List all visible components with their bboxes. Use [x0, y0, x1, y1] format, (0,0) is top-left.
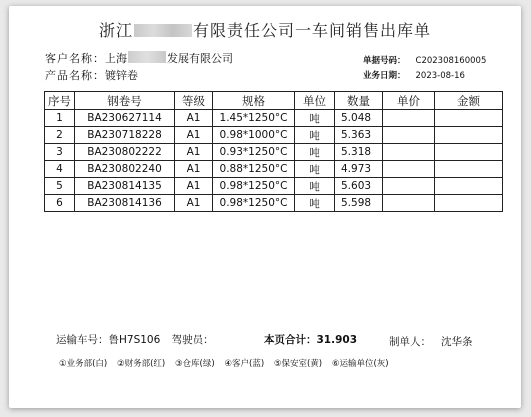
customer-line: [45, 50, 233, 66]
price-cell: [383, 144, 435, 161]
column-header: 数量: [335, 92, 383, 110]
unit-cell: 吨: [295, 161, 335, 178]
product-value: 镀锌卷: [105, 69, 138, 82]
amount-cell: [435, 144, 503, 161]
price-cell: [383, 110, 435, 127]
spec-cell: 1.45*1250°C: [213, 110, 295, 127]
title-suffix: 有限责任公司一车间销售出库单: [193, 21, 432, 38]
document-number: C202308160005: [415, 56, 487, 66]
business-date-label: 业务日期：: [363, 71, 406, 81]
amount-cell: [435, 178, 503, 195]
copy-item: ③仓库(绿): [174, 359, 215, 369]
page-total: [264, 332, 357, 347]
spec-cell: 0.93*1250°C: [213, 144, 295, 161]
quantity-cell: 5.048: [335, 110, 383, 127]
product-line: [45, 67, 138, 83]
spec-cell: 0.98*1250°C: [213, 178, 295, 195]
table-header-row: [45, 92, 503, 110]
spec-cell: 0.88*1250°C: [213, 161, 295, 178]
grade-cell: A1: [175, 110, 213, 127]
table-row: [45, 144, 503, 161]
table-row: [45, 178, 503, 195]
copy-item: ④客户(蓝): [224, 359, 265, 369]
quantity-cell: 5.318: [335, 144, 383, 161]
column-header: 钢卷号: [75, 92, 175, 110]
copy-item: ⑥运输单位(灰): [331, 359, 389, 369]
grade-cell: A1: [175, 127, 213, 144]
price-cell: [383, 127, 435, 144]
maker-name: 沈华条: [441, 336, 473, 348]
unit-cell: 吨: [295, 195, 335, 212]
customer-name-prefix: 上海: [105, 52, 127, 65]
unit-cell: 吨: [295, 144, 335, 161]
delivery-slip: [9, 6, 521, 408]
column-header: 序号: [45, 92, 75, 110]
maker-line: [389, 334, 473, 349]
copy-item: ②财务部(红): [116, 359, 166, 369]
coil-number-cell: BA230802240: [75, 161, 175, 178]
page-total-value: 31.903: [316, 334, 358, 346]
customer-name-suffix: 发展有限公司: [167, 52, 233, 65]
price-cell: [383, 178, 435, 195]
amount-cell: [435, 161, 503, 178]
unit-cell: 吨: [295, 178, 335, 195]
copy-distribution: [59, 357, 396, 369]
items-table: [44, 91, 503, 212]
table-row: [45, 110, 503, 127]
seq-cell: 6: [45, 195, 75, 212]
column-header: 等级: [175, 92, 213, 110]
copy-item: ①业务部(白): [59, 359, 108, 369]
spec-cell: 0.98*1250°C: [213, 195, 295, 212]
coil-number-cell: BA230718228: [75, 127, 175, 144]
product-label: 产品名称：: [45, 69, 105, 82]
business-date-line: [363, 69, 465, 81]
amount-cell: [435, 110, 503, 127]
grade-cell: A1: [175, 144, 213, 161]
grade-cell: A1: [175, 195, 213, 212]
table-row: [45, 127, 503, 144]
column-header: 单位: [295, 92, 335, 110]
slip-title: [9, 18, 521, 38]
business-date: 2023-08-16: [415, 71, 465, 81]
column-header: 金额: [435, 92, 503, 110]
column-header: 规格: [213, 92, 295, 110]
grade-cell: A1: [175, 161, 213, 178]
redacted-customer-name: [128, 51, 166, 63]
coil-number-cell: BA230627114: [75, 110, 175, 127]
amount-cell: [435, 195, 503, 212]
copy-item: ⑤保安室(黄): [273, 359, 323, 369]
page-total-label: 本页合计：: [264, 334, 317, 346]
customer-label: 客户名称：: [45, 52, 105, 65]
column-header: 单价: [383, 92, 435, 110]
seq-cell: 3: [45, 144, 75, 161]
maker-label: 制单人：: [389, 336, 431, 348]
quantity-cell: 5.598: [335, 195, 383, 212]
coil-number-cell: BA230814135: [75, 178, 175, 195]
amount-cell: [435, 127, 503, 144]
quantity-cell: 5.363: [335, 127, 383, 144]
seq-cell: 4: [45, 161, 75, 178]
vehicle-line: [56, 332, 214, 347]
quantity-cell: 4.973: [335, 161, 383, 178]
grade-cell: A1: [175, 178, 213, 195]
seq-cell: 5: [45, 178, 75, 195]
redacted-company-name: [134, 24, 192, 37]
table-row: [45, 161, 503, 178]
seq-cell: 2: [45, 127, 75, 144]
price-cell: [383, 161, 435, 178]
table-row: [45, 195, 503, 212]
seq-cell: 1: [45, 110, 75, 127]
coil-number-cell: BA230814136: [75, 195, 175, 212]
document-number-label: 单据号码：: [363, 56, 406, 66]
spec-cell: 0.98*1000°C: [213, 127, 295, 144]
driver-label: 驾驶员：: [171, 334, 214, 346]
title-prefix: 浙江: [98, 21, 133, 38]
coil-number-cell: BA230802222: [75, 144, 175, 161]
vehicle-label: 运输车号：: [56, 334, 109, 346]
unit-cell: 吨: [295, 110, 335, 127]
price-cell: [383, 195, 435, 212]
document-number-line: [363, 54, 486, 66]
quantity-cell: 5.603: [335, 178, 383, 195]
vehicle-number: 鲁H7S106: [108, 334, 161, 346]
unit-cell: 吨: [295, 127, 335, 144]
